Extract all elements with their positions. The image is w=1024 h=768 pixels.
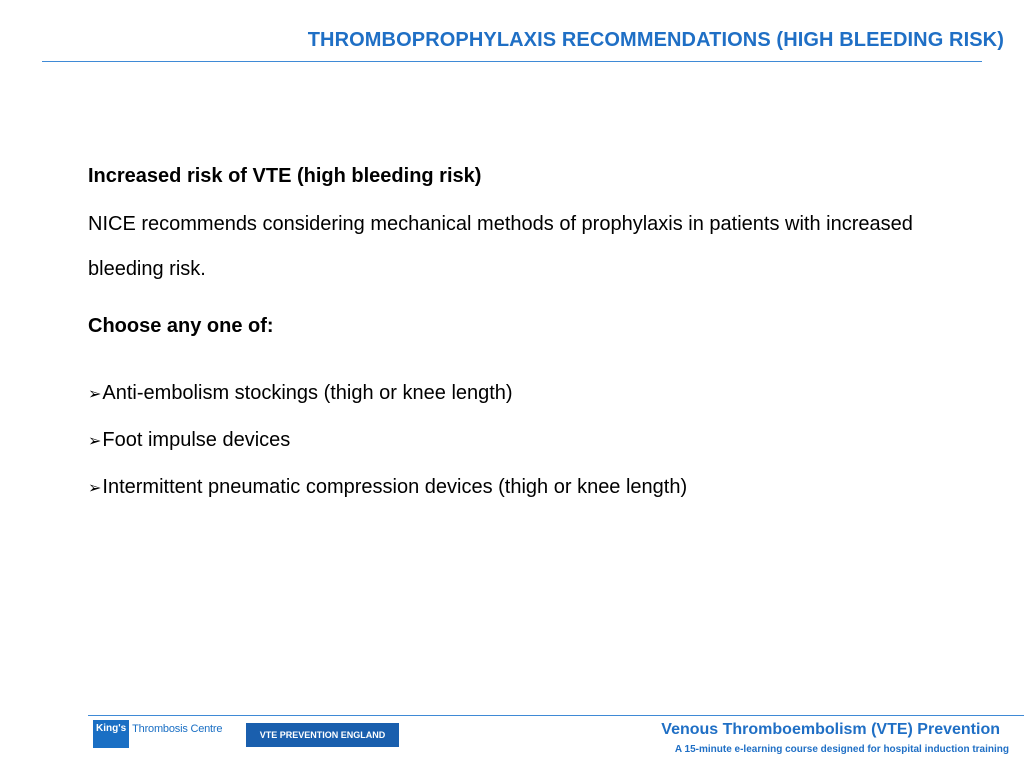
- list-item: [88, 370, 968, 417]
- recommendation-paragraph: NICE recommends considering mechanical methods of prophylaxis in patients with increased bleeding risk.: [88, 213, 913, 280]
- vte-prevention-england-badge: VTE PREVENTION ENGLAND: [246, 723, 399, 747]
- logo-kings-mark: King's: [93, 720, 129, 748]
- title-divider: [42, 61, 982, 62]
- choose-label: Choose any one of:: [88, 315, 274, 337]
- list-item-text: Anti-embolism stockings (thigh or knee length): [102, 382, 513, 404]
- list-item: [88, 464, 968, 511]
- list-item: [88, 417, 968, 464]
- footer-divider: [88, 715, 1024, 716]
- course-title: Venous Thromboembolism (VTE) Prevention: [661, 721, 1000, 738]
- slide-content: [88, 162, 968, 511]
- course-subtitle: A 15-minute e-learning course designed for hospital induction training: [674, 744, 1009, 755]
- list-item-text: Foot impulse devices: [102, 429, 291, 451]
- option-list: [88, 370, 968, 511]
- logo-text: Thrombosis Centre: [132, 723, 223, 735]
- section-subheading: Increased risk of VTE (high bleeding risk): [88, 165, 482, 187]
- arrow-bullet-icon: ➢: [88, 384, 102, 403]
- list-item-text: Intermittent pneumatic compression devices (thigh or knee length): [102, 476, 688, 498]
- page-title: THROMBOPROPHYLAXIS RECOMMENDATIONS (HIGH BLEEDING RISK): [307, 29, 1004, 51]
- arrow-bullet-icon: ➢: [88, 431, 102, 450]
- kings-thrombosis-centre-logo: [93, 720, 222, 756]
- arrow-bullet-icon: ➢: [88, 478, 102, 497]
